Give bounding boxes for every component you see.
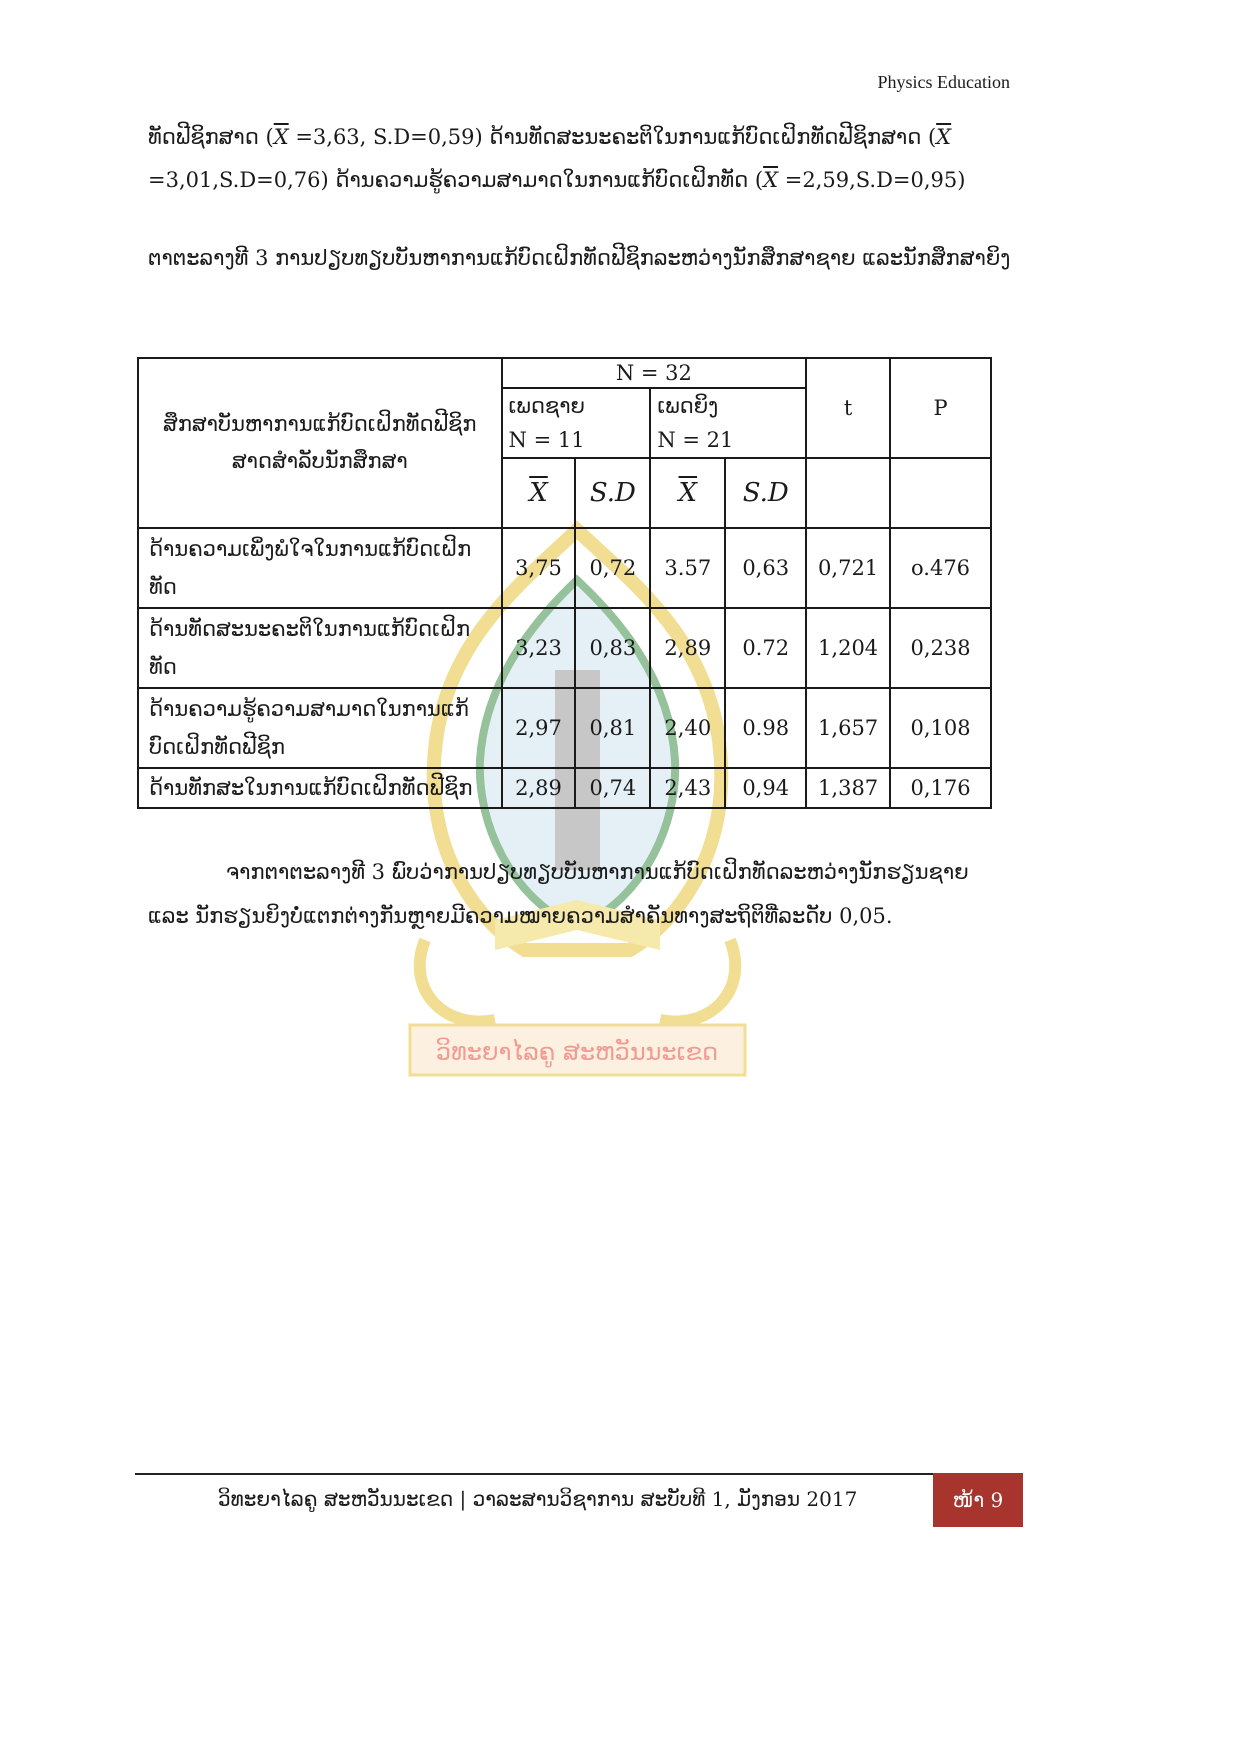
female-mean: 2,89 — [650, 608, 725, 688]
female-mean: 3.57 — [650, 528, 725, 608]
male-sd: 0,83 — [575, 608, 650, 688]
paragraph-conclusion-text: ຈາກຕາຕະລາງທີ 3 ພົບວ່າການປຽບທຽບບັນຫາການແກ້ບົດເຝິກທັດລະຫວ່າງນັກຮຽນຊາຍ ແລະ ນັກຮຽນຍິງບໍ່ແຕກຕ່າງກັນຫຼາຍມີຄວາມໝາຍຄວາມສຳຄັນທາງສະຖິຕິທີ່ລະດັບ 0,05. — [148, 860, 969, 928]
comparison-table — [137, 357, 992, 809]
male-header — [502, 388, 651, 458]
male-sd: 0,81 — [575, 688, 650, 768]
male-mean: 2,89 — [502, 768, 576, 808]
paragraph-text-c: =3,01,S.D=0,76) ດ້ານຄວາມຮູ້ຄວາມສາມາດໃນການແກ້ບົດເຝິກທັດ ( — [148, 168, 764, 192]
p-value: 0,108 — [890, 688, 991, 768]
corner-header: ສຶກສາບັນຫາການແກ້ບົດເຝິກທັດຟີຊິກສາດສຳລັບນັກສຶກສາ — [138, 358, 502, 528]
mean-symbol: $\overline{X}$ — [273, 125, 289, 149]
t-value: 1,657 — [806, 688, 890, 768]
p-value: 0,238 — [890, 608, 991, 688]
paragraph-text-b: =3,63, S.D=0,59) ດ້ານທັດສະນະຄະຕິໃນການແກ້ບົດເຝິກທັດຟີຊິກສາດ ( — [288, 125, 937, 149]
paragraph-conclusion — [148, 850, 1013, 938]
female-sd: 0.72 — [725, 608, 806, 688]
p-value: 0,176 — [890, 768, 991, 808]
t-value: 1,204 — [806, 608, 890, 688]
table-row — [138, 768, 991, 808]
paragraph-summary — [148, 116, 1013, 202]
p-value: o.476 — [890, 528, 991, 608]
female-sd: 0,63 — [725, 528, 806, 608]
male-mean: 3,75 — [502, 528, 576, 608]
mean-symbol: $\overline{X}$ — [763, 168, 779, 192]
p-header: P — [890, 358, 991, 458]
paragraph-text-d: =2,59,S.D=0,95) — [778, 168, 966, 192]
page-number-badge: ໜ້າ 9 — [933, 1473, 1023, 1527]
t-value: 0,721 — [806, 528, 890, 608]
female-sd: 0.98 — [725, 688, 806, 768]
t-value: 1,387 — [806, 768, 890, 808]
male-mean: 3,23 — [502, 608, 576, 688]
emblem-right-swirl — [660, 940, 735, 1022]
mean-symbol: $\overline{X}$ — [529, 478, 548, 508]
emblem-banner-text: ວິທະຍາໄລຄູ ສະຫວັນນະເຂດ — [435, 1038, 719, 1066]
male-mean-header — [502, 458, 576, 528]
female-sd-header — [725, 458, 806, 528]
table-row — [138, 688, 991, 768]
t-header: t — [806, 358, 890, 458]
male-label: ເພດຊາຍ — [508, 394, 585, 418]
row-label: ດ້ານທັດສະນະຄະຕິໃນການແກ້ບົດເຝິກທັດ — [138, 608, 502, 688]
sd-symbol: S.D — [589, 478, 636, 508]
row-label: ດ້ານຄວາມຮູ້ຄວາມສາມາດໃນການແກ້ບົດເຝິກທັດຟີຊິກ — [138, 688, 502, 768]
female-n: N = 21 — [657, 428, 734, 452]
sd-symbol: S.D — [742, 478, 789, 508]
p-empty — [890, 458, 991, 528]
table-row — [138, 608, 991, 688]
female-mean: 2,43 — [650, 768, 725, 808]
mean-symbol: $\overline{X}$ — [936, 125, 952, 149]
paragraph-text-a: ທັດຟີຊິກສາດ ( — [148, 125, 274, 149]
emblem-left-swirl — [420, 940, 495, 1022]
footer-journal-info: ວິທະຍາໄລຄູ ສະຫວັນນະເຂດ | ວາລະສານວິຊາການ ສະບັບທີ 1, ມັງກອນ 2017 — [218, 1487, 858, 1511]
female-label: ເພດຍິງ — [657, 394, 719, 418]
t-empty — [806, 458, 890, 528]
table-caption: ຕາຕະລາງທີ 3 ການປຽບທຽບບັນຫາການແກ້ບົດເຝິກທັດຟີຊິກລະຫວ່າງນັກສຶກສາຊາຍ ແລະນັກສຶກສາຍິງ — [148, 246, 1011, 270]
male-mean: 2,97 — [502, 688, 576, 768]
running-header: Physics Education — [877, 72, 1010, 92]
n-total-header: N = 32 — [502, 358, 807, 388]
footer-rule — [135, 1473, 933, 1475]
row-label: ດ້ານຄວາມເພິ່ງພໍໃຈໃນການແກ້ບົດເຝິກທັດ — [138, 528, 502, 608]
row-label: ດ້ານທັກສະໃນການແກ້ບົດເຝິກທັດຟີຊິກ — [138, 768, 502, 808]
female-mean-header — [650, 458, 725, 528]
male-sd: 0,72 — [575, 528, 650, 608]
mean-symbol: $\overline{X}$ — [678, 478, 698, 508]
female-sd: 0,94 — [725, 768, 806, 808]
table-row — [138, 528, 991, 608]
male-sd: 0,74 — [575, 768, 650, 808]
male-n: N = 11 — [508, 428, 585, 452]
female-mean: 2,40 — [650, 688, 725, 768]
female-header — [650, 388, 806, 458]
male-sd-header — [575, 458, 650, 528]
